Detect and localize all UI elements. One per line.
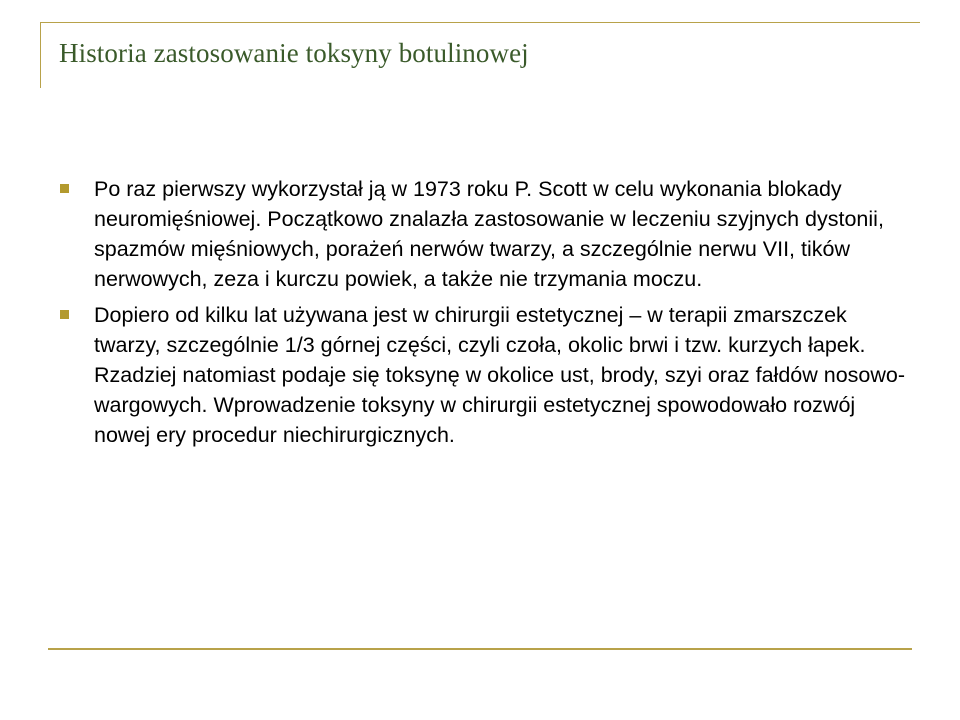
square-bullet-icon: [60, 310, 69, 319]
bullet-text: Po raz pierwszy wykorzystał ją w 1973 roku P. Scott w celu wykonania blokady neuromięśniowej. Początkowo znalazła zastosowanie w leczeniu szyjnych dystonii, spazmów mięśniowych, porażeń nerwów twarzy, a szczególnie nerwu VII, tików nerwowych, zeza i kurczu powiek, a także nie trzymania moczu.: [94, 177, 884, 291]
bullet-list: [56, 174, 906, 456]
bullet-item: [56, 174, 906, 294]
top-divider-line: [40, 22, 920, 23]
bullet-item: [56, 300, 906, 450]
bottom-divider-line: [48, 648, 912, 650]
bullet-text: Dopiero od kilku lat używana jest w chirurgii estetycznej – w terapii zmarszczek twarzy, szczególnie 1/3 górnej części, czyli czoła, okolic brwi i tzw. kurzych łapek. Rzadziej natomiast podaje się toksynę w okolice ust, brody, szyi oraz fałdów nosowo-wargowych. Wprowadzenie toksyny w chirurgii estetycznej spowodowało rozwój nowej ery procedur niechirurgicznych.: [94, 303, 906, 447]
left-divider-line: [40, 22, 41, 88]
square-bullet-icon: [60, 184, 69, 193]
slide-title: Historia zastosowanie toksyny botulinowej: [59, 38, 529, 68]
